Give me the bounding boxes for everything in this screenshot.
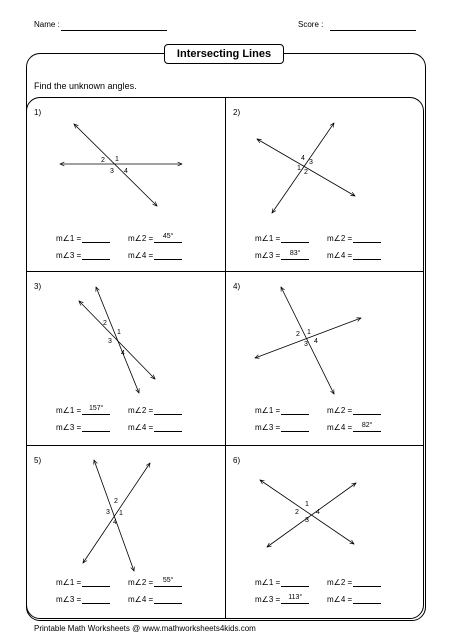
answer-blank[interactable] <box>353 233 381 243</box>
angle-name: m∠3 = <box>255 251 281 260</box>
angle-label: 4 <box>301 155 305 162</box>
problem-number: 6) <box>233 456 241 465</box>
angle-label: 1 <box>119 510 123 517</box>
answer-blank[interactable]: 45° <box>154 233 182 243</box>
angle-name: m∠1 = <box>56 406 82 415</box>
angle-label: 1 <box>117 329 121 336</box>
answer-row <box>128 233 182 243</box>
answer-row <box>327 233 381 243</box>
answer-row <box>56 405 110 415</box>
angle-label: 3 <box>309 159 313 166</box>
line <box>83 463 150 563</box>
angle-label: 3 <box>305 517 309 524</box>
angle-name: m∠1 = <box>255 578 281 587</box>
answer-blank[interactable] <box>82 594 110 604</box>
answer-row <box>56 577 110 587</box>
angle-name: m∠4 = <box>327 595 353 604</box>
angle-label: 4 <box>314 338 318 345</box>
worksheet-title: Intersecting Lines <box>164 44 284 64</box>
angle-name: m∠1 = <box>56 234 82 243</box>
answer-row <box>327 405 381 415</box>
angle-name: m∠1 = <box>255 406 281 415</box>
answer-blank[interactable] <box>281 422 309 432</box>
angle-label: 1 <box>307 329 311 336</box>
answer-row <box>128 594 182 604</box>
problem-number: 1) <box>34 108 42 117</box>
answer-row <box>327 577 381 587</box>
line <box>255 318 361 358</box>
answer-blank[interactable]: 82° <box>353 422 381 432</box>
instruction-text: Find the unknown angles. <box>34 81 137 91</box>
angle-name: m∠3 = <box>56 423 82 432</box>
angle-label: 4 <box>124 168 128 175</box>
answer-blank[interactable]: 113° <box>281 594 309 604</box>
problem-number: 4) <box>233 282 241 291</box>
angle-name: m∠4 = <box>327 251 353 260</box>
answer-blank[interactable] <box>353 594 381 604</box>
answer-row <box>327 250 381 260</box>
answer-row <box>255 577 309 587</box>
angle-label: 2 <box>296 331 300 338</box>
line <box>260 480 354 544</box>
answer-blank[interactable] <box>281 405 309 415</box>
answer-blank[interactable]: 55° <box>154 577 182 587</box>
angle-label: 3 <box>108 338 112 345</box>
answer-row <box>255 233 309 243</box>
answer-blank[interactable] <box>281 233 309 243</box>
angle-label: 4 <box>121 350 125 357</box>
answer-row <box>255 594 309 604</box>
angle-label: 3 <box>106 509 110 516</box>
answer-row <box>255 250 309 260</box>
angle-label: 2 <box>295 509 299 516</box>
answer-row <box>255 422 309 432</box>
answer-row <box>128 422 182 432</box>
answer-row <box>255 405 309 415</box>
angle-label: 1 <box>297 165 301 172</box>
answer-row <box>128 577 182 587</box>
answer-blank[interactable]: 83° <box>281 250 309 260</box>
problem-number: 3) <box>34 282 42 291</box>
score-label: Score : <box>298 20 324 29</box>
line <box>267 483 356 547</box>
angle-name: m∠4 = <box>128 595 154 604</box>
angle-name: m∠2 = <box>327 578 353 587</box>
angle-name: m∠3 = <box>255 423 281 432</box>
answer-blank[interactable] <box>82 233 110 243</box>
problem-number: 5) <box>34 456 42 465</box>
problem-number: 2) <box>233 108 241 117</box>
angle-label: 1 <box>115 156 119 163</box>
angle-name: m∠4 = <box>128 251 154 260</box>
footer-credit: Printable Math Worksheets @ www.mathworksheets4kids.com <box>34 624 256 633</box>
line <box>257 139 355 196</box>
angle-name: m∠2 = <box>128 406 154 415</box>
answer-row <box>327 594 381 604</box>
line <box>74 124 157 206</box>
angle-name: m∠2 = <box>128 578 154 587</box>
answer-row <box>56 233 110 243</box>
answer-blank[interactable] <box>353 250 381 260</box>
angle-name: m∠2 = <box>327 406 353 415</box>
answer-row <box>128 405 182 415</box>
angle-name: m∠3 = <box>56 251 82 260</box>
angle-label: 2 <box>101 157 105 164</box>
line <box>272 123 334 213</box>
answer-blank[interactable] <box>154 422 182 432</box>
name-label: Name : <box>34 20 60 29</box>
line <box>94 460 134 571</box>
angle-label: 4 <box>113 519 117 526</box>
answer-row <box>56 250 110 260</box>
answer-row <box>56 594 110 604</box>
answer-blank[interactable] <box>82 250 110 260</box>
angle-label: 2 <box>304 169 308 176</box>
angle-name: m∠2 = <box>128 234 154 243</box>
angle-name: m∠3 = <box>56 595 82 604</box>
answer-blank[interactable] <box>281 577 309 587</box>
angle-label: 3 <box>304 341 308 348</box>
answer-blank[interactable] <box>82 422 110 432</box>
answer-row <box>128 250 182 260</box>
answer-blank[interactable]: 157° <box>82 405 110 415</box>
line <box>79 301 155 379</box>
answer-blank[interactable] <box>82 577 110 587</box>
angle-label: 2 <box>114 498 118 505</box>
angle-name: m∠2 = <box>327 234 353 243</box>
answer-blank[interactable] <box>353 405 381 415</box>
answer-blank[interactable] <box>154 405 182 415</box>
angle-label: 1 <box>305 501 309 508</box>
angle-label: 2 <box>103 320 107 327</box>
angle-name: m∠4 = <box>327 423 353 432</box>
angle-name: m∠1 = <box>255 234 281 243</box>
angle-label: 4 <box>316 509 320 516</box>
angle-name: m∠3 = <box>255 595 281 604</box>
angle-name: m∠4 = <box>128 423 154 432</box>
angle-name: m∠1 = <box>56 578 82 587</box>
angle-label: 3 <box>110 168 114 175</box>
answer-blank[interactable] <box>353 577 381 587</box>
answer-blank[interactable] <box>154 594 182 604</box>
answer-blank[interactable] <box>154 250 182 260</box>
answer-row <box>327 422 381 432</box>
answer-row <box>56 422 110 432</box>
